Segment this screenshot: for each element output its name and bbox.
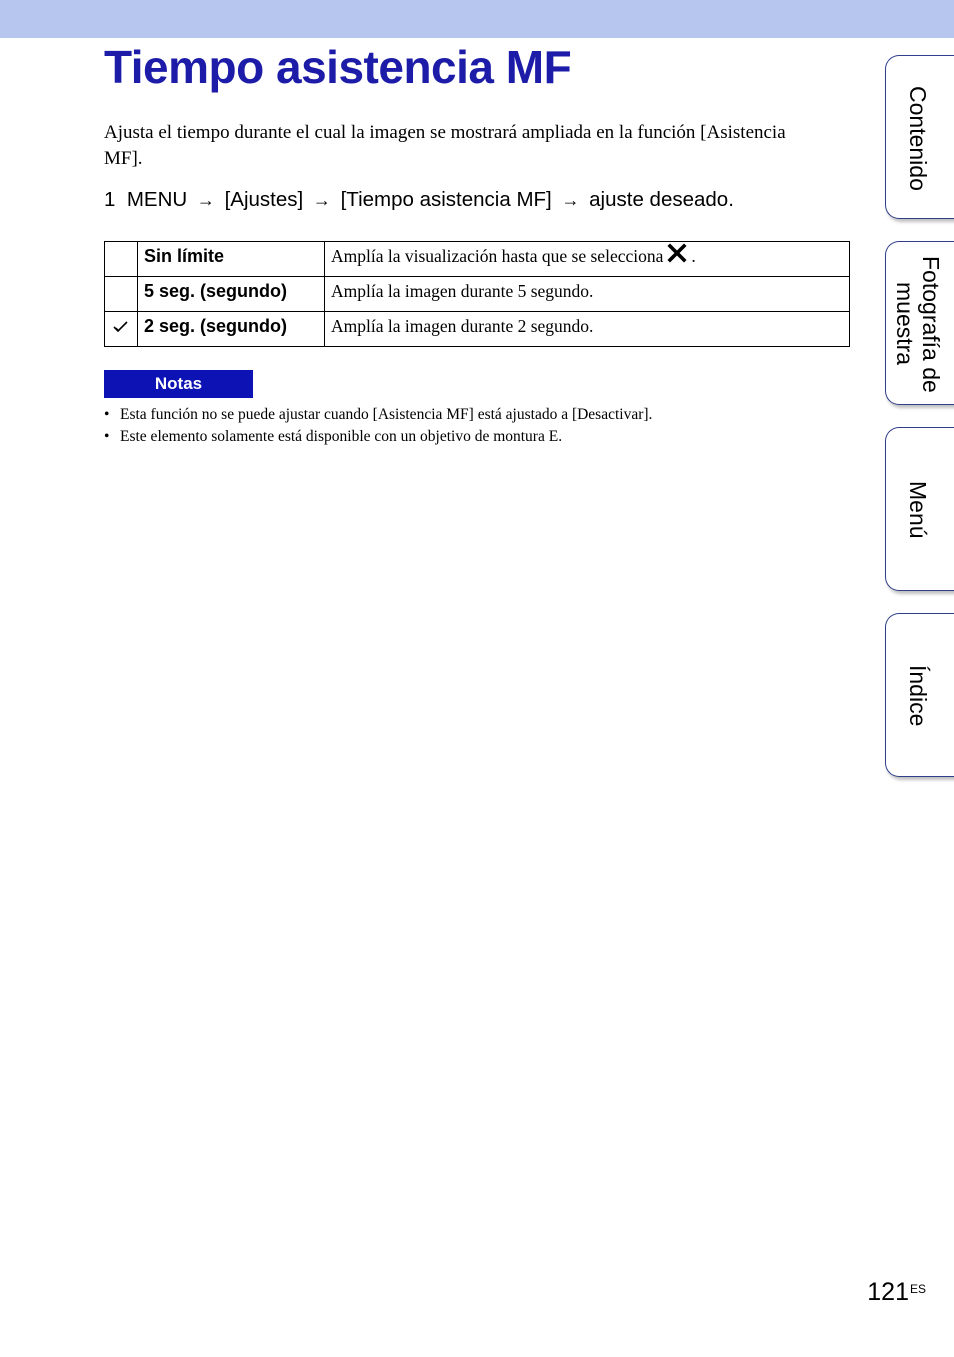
table-row bbox=[105, 242, 850, 277]
default-cell bbox=[105, 277, 138, 312]
tab-fotografia-de-muestra[interactable] bbox=[885, 241, 954, 405]
default-cell bbox=[105, 312, 138, 347]
close-x-icon bbox=[667, 243, 687, 272]
option-name: 5 seg. (segundo) bbox=[138, 277, 325, 312]
option-desc-suffix: . bbox=[691, 246, 696, 266]
tab-label: Menú bbox=[905, 481, 931, 539]
step-ajuste: ajuste deseado. bbox=[589, 188, 734, 211]
tab-label: Índice bbox=[905, 665, 931, 727]
option-desc: Amplía la imagen durante 2 segundo. bbox=[325, 312, 850, 347]
top-bar bbox=[0, 0, 954, 38]
step-ajustes: [Ajustes] bbox=[224, 188, 304, 211]
arrow-right-icon: → bbox=[196, 190, 215, 210]
arrow-right-icon: → bbox=[561, 190, 580, 210]
page-lang: ES bbox=[909, 1282, 926, 1296]
options-table bbox=[104, 241, 850, 347]
step-tiempo: [Tiempo asistencia MF] bbox=[340, 188, 552, 211]
notes-list bbox=[104, 404, 652, 448]
tab-label: Fotografía de muestra bbox=[892, 255, 944, 393]
default-cell bbox=[105, 242, 138, 277]
notes-label: Notas bbox=[104, 370, 253, 398]
option-name: 2 seg. (segundo) bbox=[138, 312, 325, 347]
tab-contenido[interactable] bbox=[885, 55, 954, 219]
option-name: Sin límite bbox=[138, 242, 325, 277]
tab-indice[interactable] bbox=[885, 613, 954, 777]
page-number-value: 121 bbox=[867, 1278, 909, 1306]
tab-label: Contenido bbox=[905, 85, 931, 191]
tab-menu[interactable] bbox=[885, 427, 954, 591]
menu-step bbox=[104, 188, 734, 212]
default-check-icon bbox=[112, 321, 130, 338]
step-menu: MENU bbox=[126, 188, 188, 211]
option-desc-text: Amplía la visualización hasta que se selecciona bbox=[331, 246, 664, 266]
table-row bbox=[105, 312, 850, 347]
page-number bbox=[867, 1278, 926, 1307]
option-desc: Amplía la imagen durante 5 segundo. bbox=[325, 277, 850, 312]
intro-text: Ajusta el tiempo durante el cual la imagen se mostrará ampliada en la función [Asistencia MF]. bbox=[104, 122, 786, 169]
step-number: 1 bbox=[104, 188, 116, 211]
option-desc bbox=[325, 242, 850, 277]
page-title: Tiempo asistencia MF bbox=[104, 41, 572, 93]
list-item: • Esta función no se puede ajustar cuando [Asistencia MF] está ajustado a [Desactivar]. bbox=[104, 404, 652, 426]
arrow-right-icon: → bbox=[312, 190, 331, 210]
table-row bbox=[105, 277, 850, 312]
list-item: • Este elemento solamente está disponible con un objetivo de montura E. bbox=[104, 426, 652, 448]
